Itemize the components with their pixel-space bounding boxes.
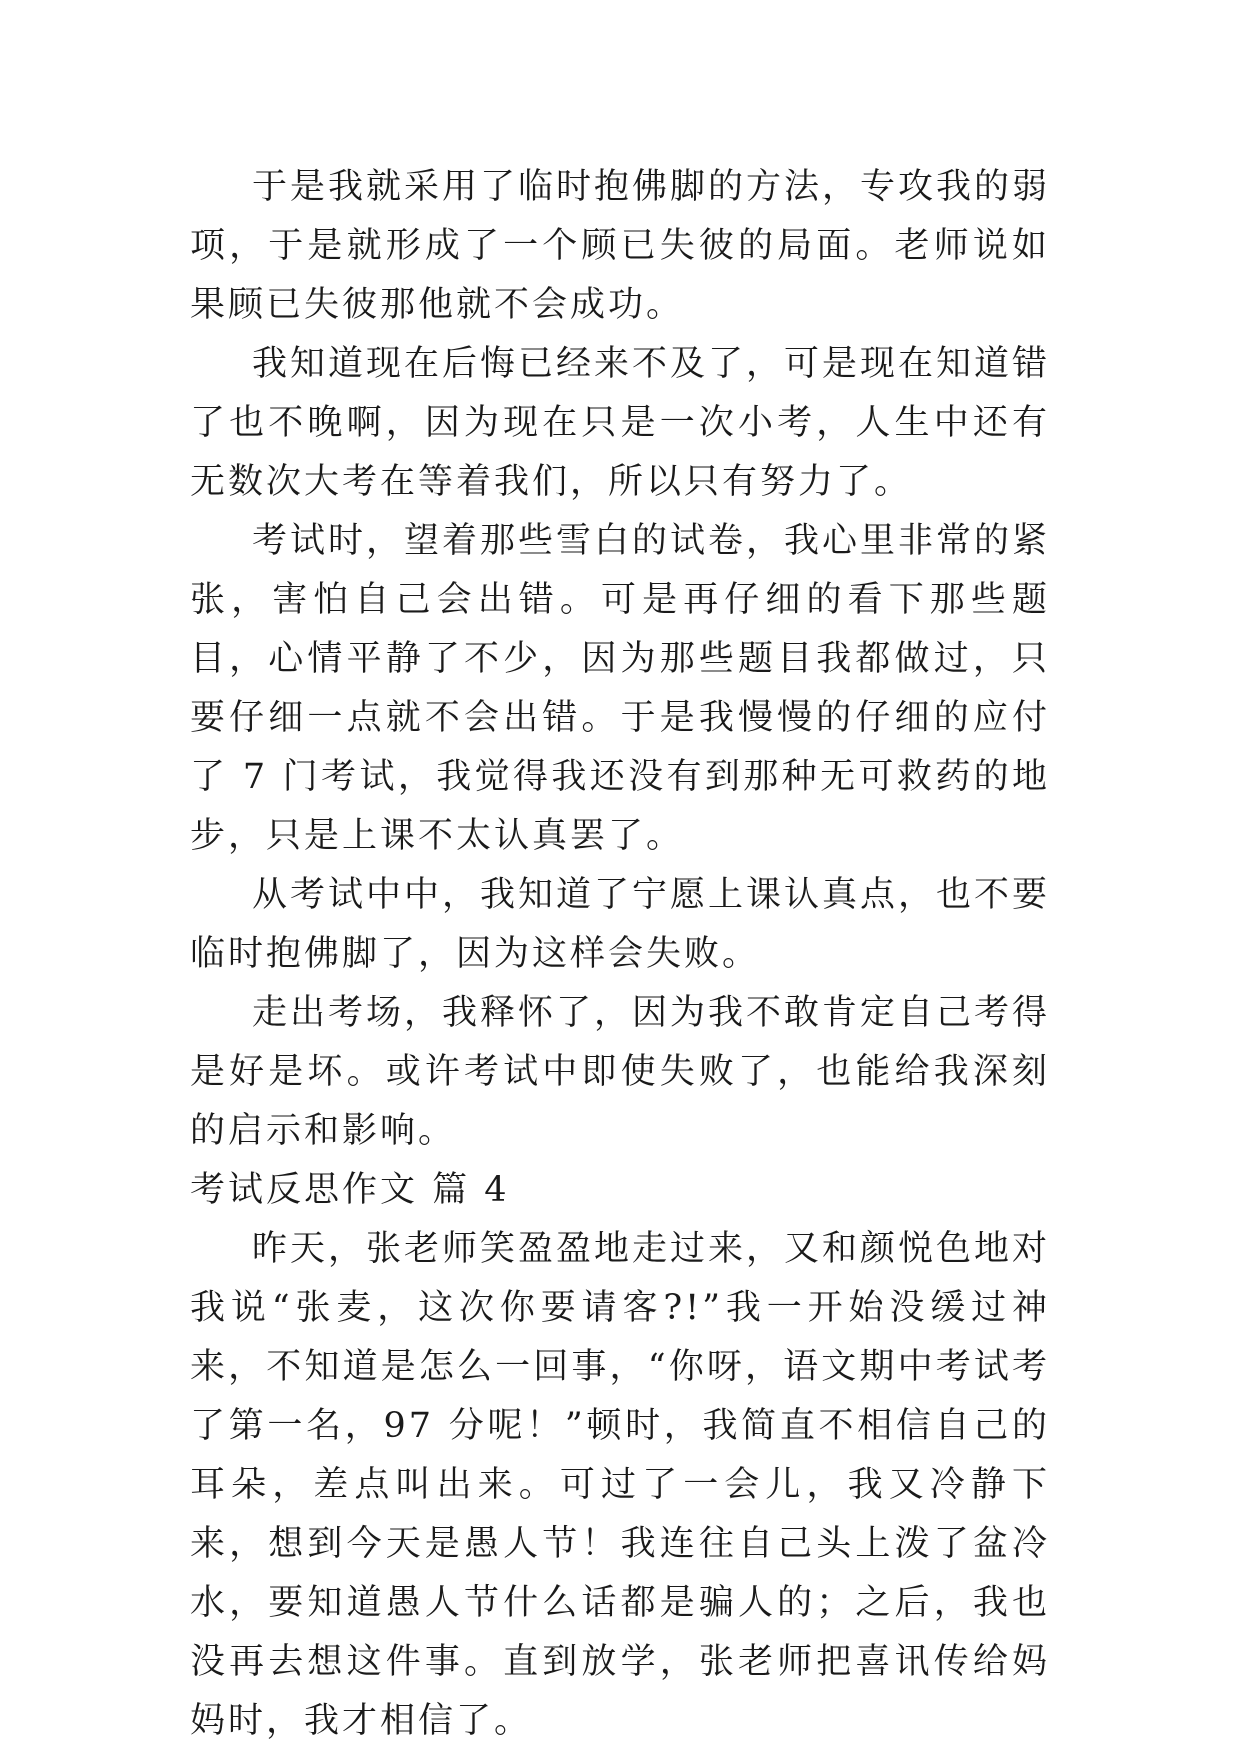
paragraph-3: 考试时，望着那些雪白的试卷，我心里非常的紧张，害怕自己会出错。可是再仔细的看下那些题目，心情平静了不少，因为那些题目我都做过，只要仔细一点就不会出错。于是我慢慢的仔细的应付了 7 门考试，我觉得我还没有到那种无可救药的地步，只是上课不太认真罢了。 bbox=[190, 521, 1051, 856]
paragraph-4: 从考试中中，我知道了宁愿上课认真点，也不要临时抱佛脚了，因为这样会失败。 bbox=[190, 875, 1051, 974]
paragraph-6: 昨天，张老师笑盈盈地走过来，又和颜悦色地对我说“张麦，这次你要请客?!”我一开始没缓过神来，不知道是怎么一回事，“你呀，语文期中考试考了第一名，97 分呢！”顿时，我简直不相信自己的耳朵，差点叫出来。可过了一会儿，我又冷静下来，想到今天是愚人节！我连往自己头上泼了盆冷水，要知道愚人节什么话都是骗人的；之后，我也没再去想这件事。直到放学，张老师把喜讯传给妈妈时，我才相信了。 bbox=[190, 1229, 1051, 1741]
paragraph-5: 走出考场，我释怀了，因为我不敢肯定自己考得是好是坏。或许考试中即使失败了，也能给我深刻的启示和影响。 bbox=[190, 993, 1051, 1151]
document-body bbox=[190, 158, 1050, 1751]
paragraph-1: 于是我就采用了临时抱佛脚的方法，专攻我的弱项，于是就形成了一个顾已失彼的局面。老师说如果顾已失彼那他就不会成功。 bbox=[190, 167, 1051, 325]
paragraph-2: 我知道现在后悔已经来不及了，可是现在知道错了也不晚啊，因为现在只是一次小考，人生中还有无数次大考在等着我们，所以只有努力了。 bbox=[190, 344, 1051, 502]
section-heading: 考试反思作文 篇 4 bbox=[190, 1170, 510, 1210]
